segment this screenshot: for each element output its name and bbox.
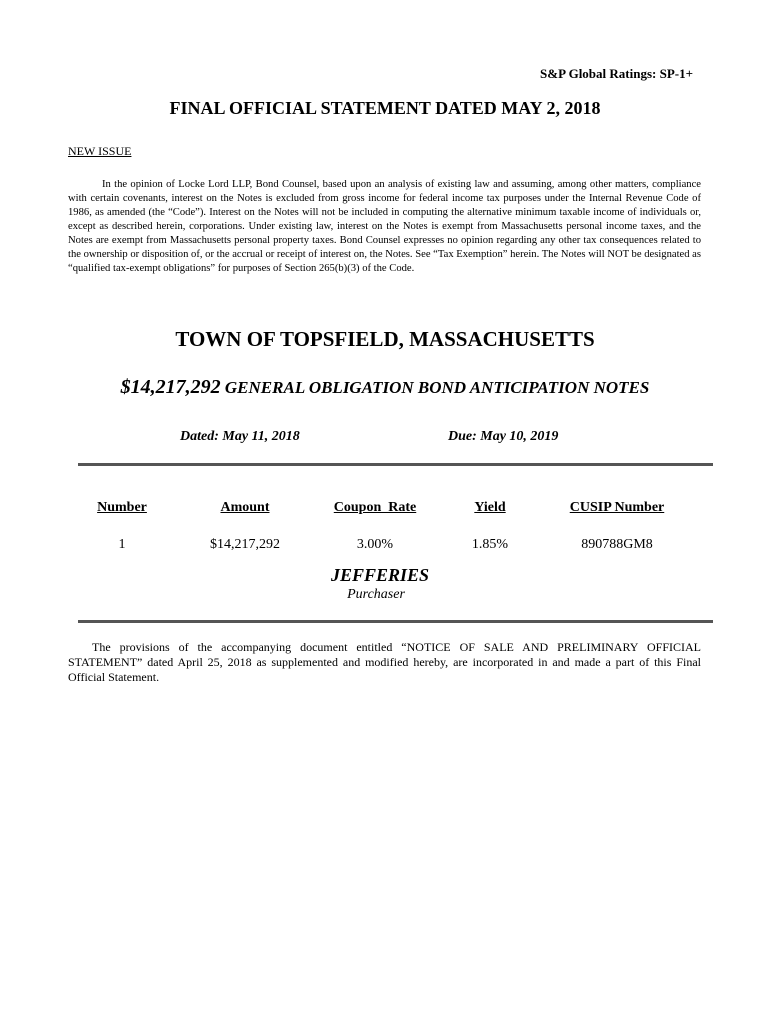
tax-opinion-paragraph: In the opinion of Locke Lord LLP, Bond Counsel, based upon an analysis of existing law and assuming, among other matters, compliance with certain covenants, interest on the Notes is excluded from gross income for federal income tax purposes under the Internal Revenue Code of 1986, as amended (the “Code”). Interest on the Notes will not be included in computing the alternative minimum taxable income of individuals or, except as described herein, corporations. Under existing law, interest on the Notes is exempt from Massachusetts personal income taxes, and the Notes are exempt from Massachusetts personal property taxes. Bond Counsel expresses no opinion regarding any other tax consequences related to the ownership or disposition of, or the accrual or receipt of interest on, the Notes. See “Tax Exemption” herein. The Notes will NOT be designated as “qualified tax-exempt obligations” for purposes of Section 265(b)(3) of the Code. xyxy=(68,179,701,274)
notes-description: GENERAL OBLIGATION BOND ANTICIPATION NOTES xyxy=(220,378,650,397)
cell-coupon-rate: 3.00% xyxy=(356,537,394,552)
top-divider xyxy=(78,463,713,466)
header-yield: Yield xyxy=(474,500,506,515)
statement-title: FINAL OFFICIAL STATEMENT DATED MAY 2, 2018 xyxy=(169,98,601,118)
issuer-title: TOWN OF TOPSFIELD, MASSACHUSETTS xyxy=(175,327,595,351)
bottom-divider xyxy=(78,620,713,623)
cell-yield: 1.85% xyxy=(471,537,509,552)
notes-title xyxy=(0,376,770,399)
due-date: Due: May 10, 2019 xyxy=(448,429,559,444)
header-amount: Amount xyxy=(220,500,270,515)
notes-amount: $14,217,292 xyxy=(120,376,221,398)
purchaser-role: Purchaser xyxy=(347,587,405,602)
new-issue-label: NEW ISSUE xyxy=(68,144,132,158)
header-number: Number xyxy=(97,500,147,515)
rating-label: S&P Global Ratings: SP-1+ xyxy=(540,66,693,81)
dated-date: Dated: May 11, 2018 xyxy=(180,429,300,444)
cell-amount: $14,217,292 xyxy=(210,537,280,552)
header-coupon-rate: Coupon Rate xyxy=(333,500,417,515)
cell-cusip: 890788GM8 xyxy=(581,537,653,552)
purchaser-name: JEFFERIES xyxy=(330,565,430,585)
header-cusip: CUSIP Number xyxy=(569,500,665,515)
cell-number: 1 xyxy=(118,537,126,552)
provisions-paragraph: The provisions of the accompanying document entitled “NOTICE OF SALE AND PRELIMINARY OFFICIAL STATEMENT” dated April 25, 2018 as supplemented and modified hereby, are incorporated in and made a part of this Final Official Statement. xyxy=(68,640,701,684)
